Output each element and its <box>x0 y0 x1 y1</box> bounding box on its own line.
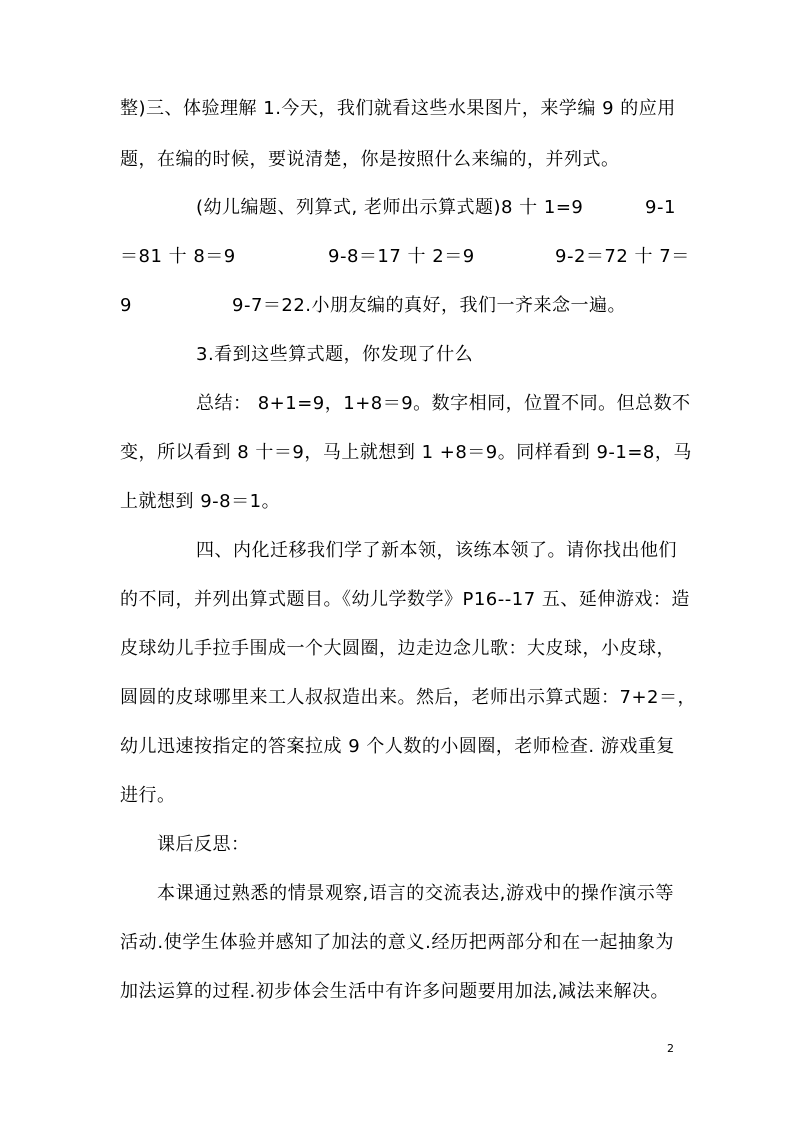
text-line-4b: 9-8＝17 十 2＝9 <box>328 246 475 267</box>
text-line-18: 活动.使学生体验并感知了加法的意义.经历把两部分和在一起抽象为 <box>120 932 674 953</box>
text-line-7: 总结： 8+1=9，1+8＝9。数字相同，位置不同。但总数不 <box>196 393 691 414</box>
text-line-14: 幼儿迅速按指定的答案拉成 9 个人数的小圆圈，老师检查. 游戏重复 <box>120 736 675 757</box>
text-line-16: 课后反思： <box>157 834 250 855</box>
text-line-17: 本课通过熟悉的情景观察,语言的交流表达,游戏中的操作演示等 <box>157 883 674 904</box>
text-line-3a: (幼儿编题、列算式, 老师出示算式题)8 十 1=9 <box>196 197 584 218</box>
text-line-1: 整)三、体验理解 1.今天，我们就看这些水果图片，来学编 9 的应用 <box>120 98 676 119</box>
text-line-5b: 9-7＝22.小朋友编的真好，我们一齐来念一遍。 <box>232 295 627 316</box>
text-line-10: 四、内化迁移我们学了新本领，该练本领了。请你找出他们 <box>196 540 677 561</box>
text-line-9: 上就想到 9-8＝1。 <box>120 491 281 512</box>
text-line-5a: 9 <box>120 295 132 316</box>
text-line-6: 3.看到这些算式题，你发现了什么 <box>196 344 474 365</box>
text-line-8: 变，所以看到 8 十＝9，马上就想到 1 +8＝9。同样看到 9-1=8，马 <box>120 442 692 463</box>
text-line-15: 进行。 <box>120 785 176 806</box>
text-line-12: 皮球幼儿手拉手围成一个大圆圈，边走边念儿歌：大皮球，小皮球， <box>120 638 675 659</box>
text-line-4c: 9-2＝72 十 7＝ <box>555 246 690 267</box>
text-line-4a: ＝81 十 8＝9 <box>120 246 236 267</box>
text-line-3b: 9-1 <box>645 197 676 218</box>
page-number: 2 <box>667 1042 674 1055</box>
text-line-19: 加法运算的过程.初步体会生活中有许多问题要用加法,减法来解决。 <box>120 981 669 1002</box>
text-line-11: 的不同，并列出算式题目。《幼儿学数学》P16--17 五、延伸游戏：造 <box>120 589 690 610</box>
text-line-2: 题，在编的时候，要说清楚，你是按照什么来编的，并列式。 <box>120 149 620 170</box>
text-line-13: 圆圆的皮球哪里来工人叔叔造出来。然后，老师出示算式题：7+2＝， <box>120 687 696 708</box>
